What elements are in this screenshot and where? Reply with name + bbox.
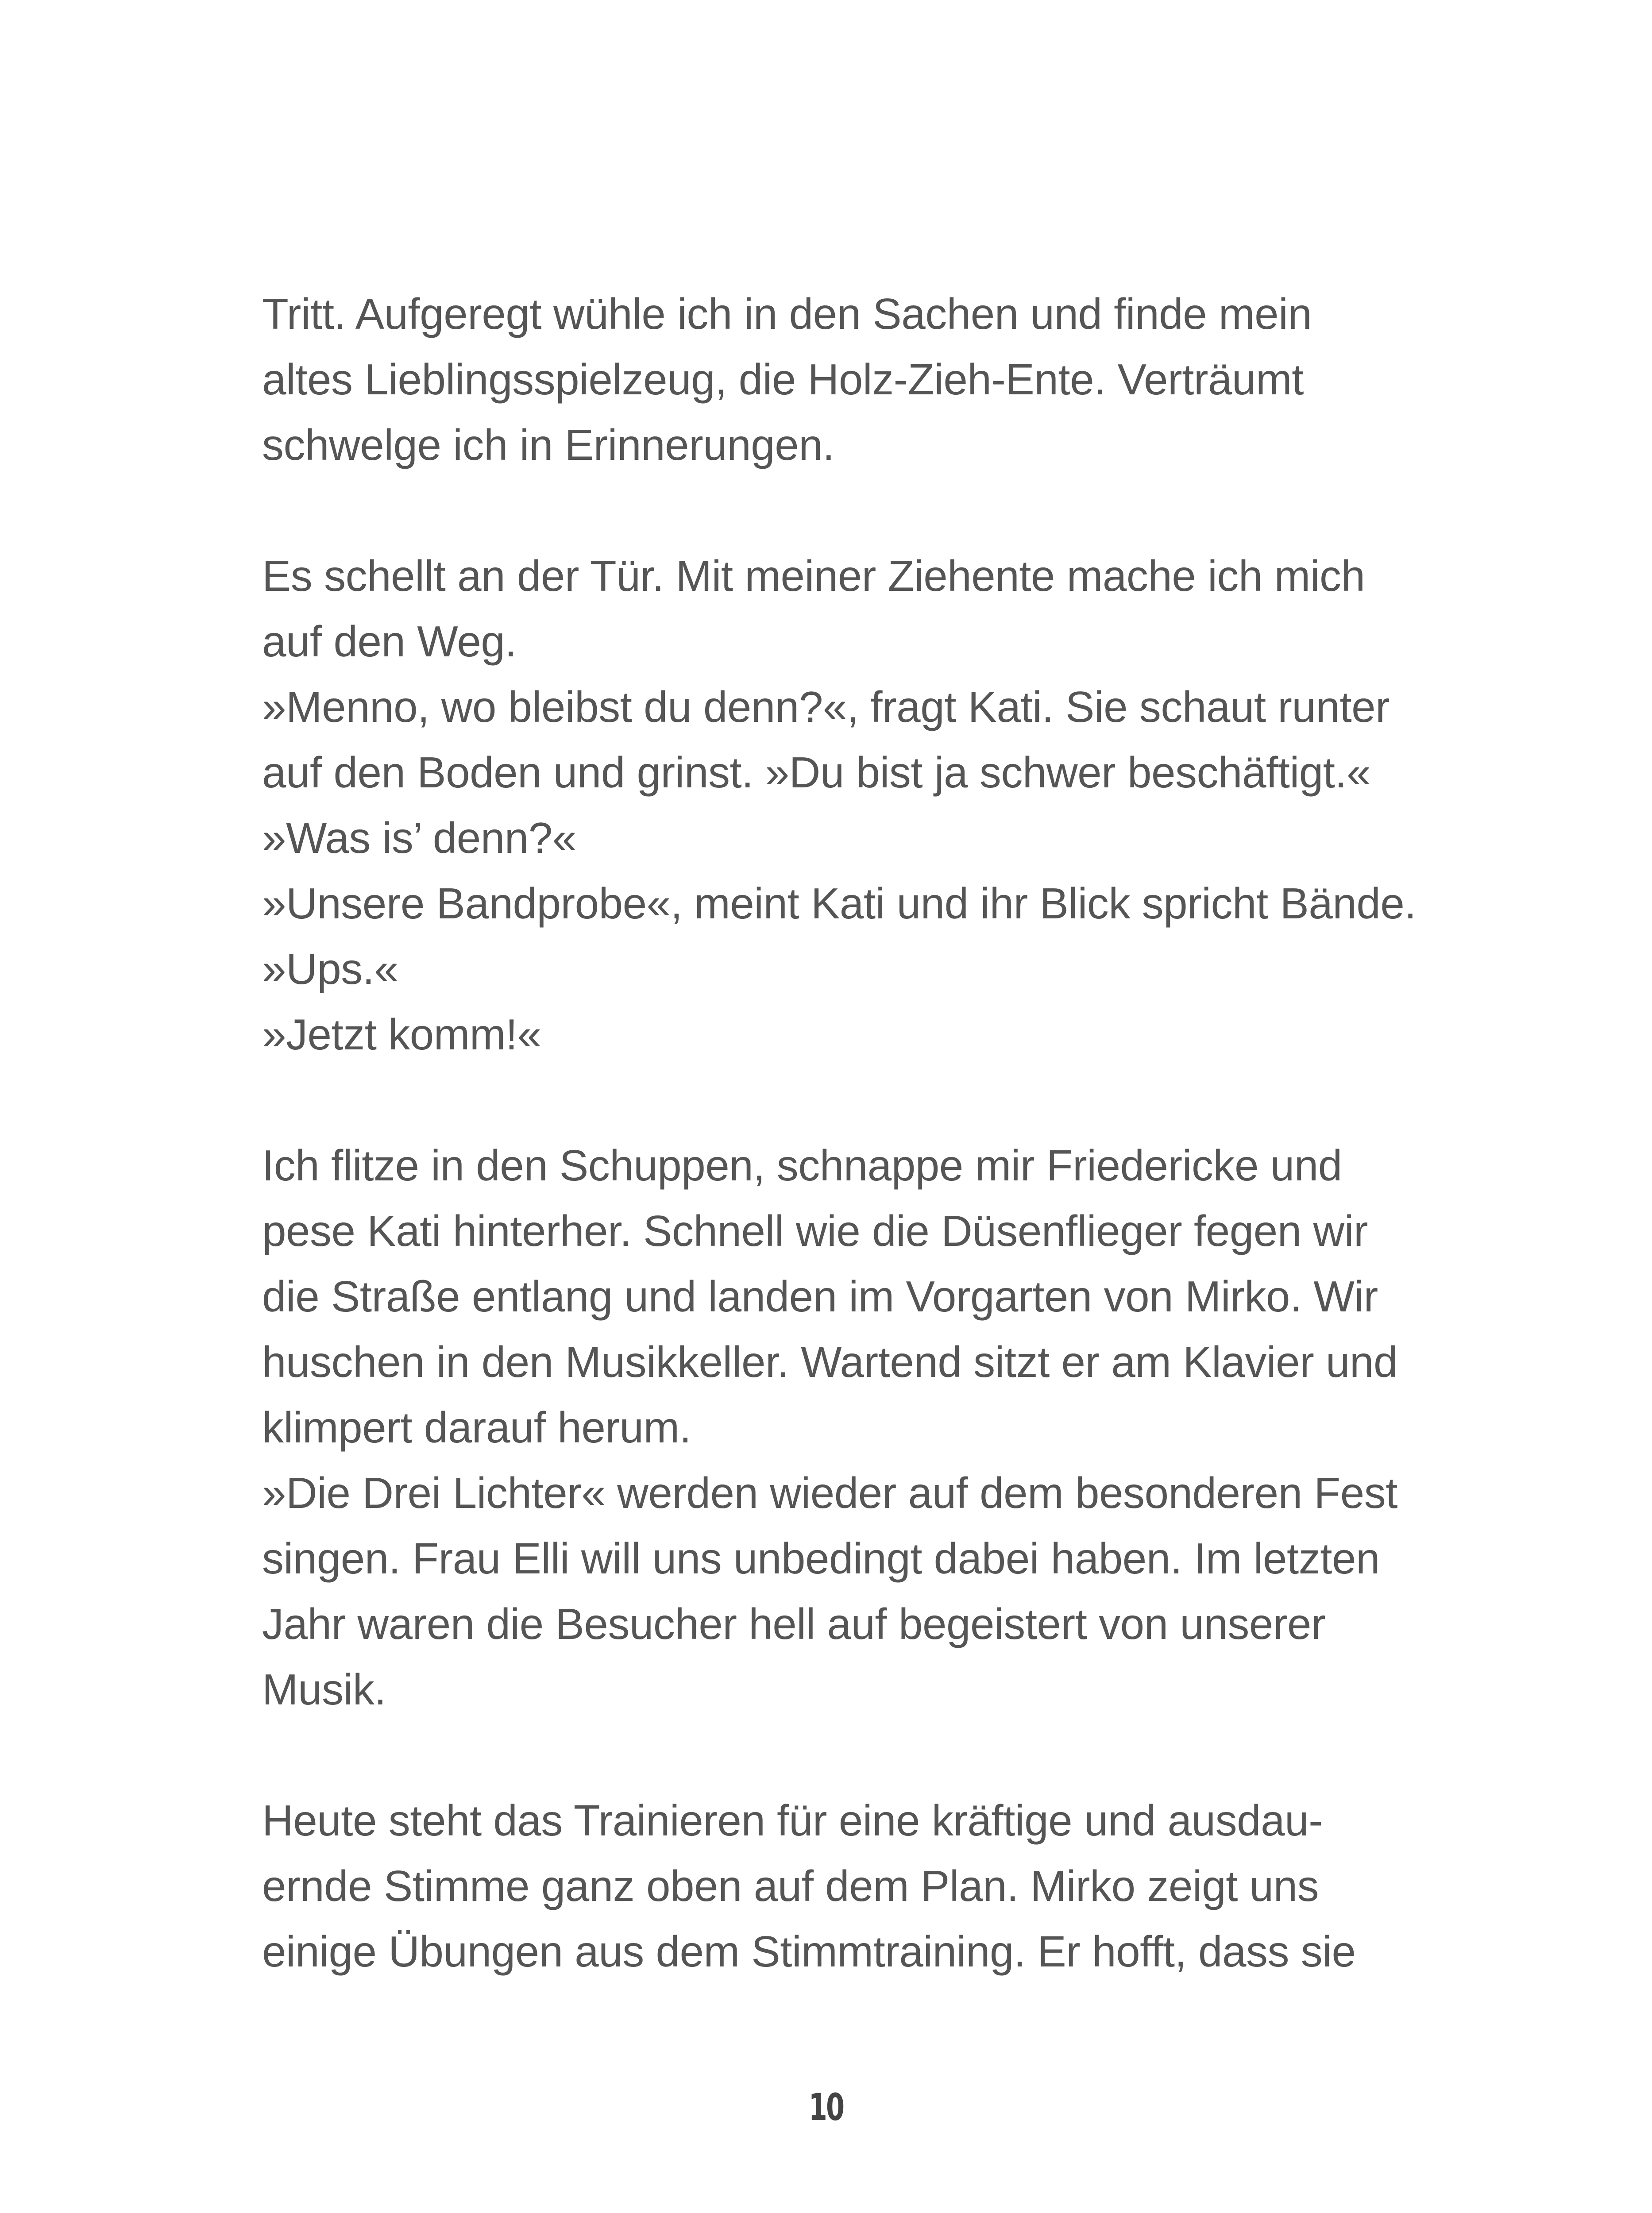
- text-line: »Die Drei Lichter« werden wieder auf dem besonderen Fest: [262, 1469, 1397, 1517]
- page-number: 10: [808, 2086, 844, 2129]
- text-line: auf den Weg.: [262, 617, 517, 666]
- text-line: »Ups.«: [262, 945, 398, 993]
- text-line: Tritt. Aufgeregt wühle ich in den Sachen und finde mein: [262, 289, 1312, 338]
- text-line: singen. Frau Elli will uns unbedingt dabei haben. Im letzten: [262, 1534, 1380, 1583]
- text-line: einige Übungen aus dem Stimmtraining. Er hofft, dass sie: [262, 1927, 1356, 1976]
- paragraph-gap: [262, 478, 1413, 543]
- text-line: ernde Stimme ganz oben auf dem Plan. Mirko zeigt uns: [262, 1862, 1319, 1910]
- paragraph-gap: [262, 1722, 1413, 1788]
- text-line: pese Kati hinterher. Schnell wie die Düsenflieger fegen wir: [262, 1207, 1368, 1255]
- text-line: »Unsere Bandprobe«, meint Kati und ihr Blick spricht Bände.: [262, 879, 1417, 928]
- text-line: Ich flitze in den Schuppen, schnappe mir Friedericke und: [262, 1141, 1342, 1190]
- text-line: Heute steht das Trainieren für eine kräftige und ausdau-: [262, 1796, 1323, 1845]
- text-line: auf den Boden und grinst. »Du bist ja schwer beschäftigt.«: [262, 748, 1371, 797]
- text-line: Musik.: [262, 1665, 386, 1714]
- text-line: Jahr waren die Besucher hell auf begeistert von unserer: [262, 1600, 1326, 1648]
- text-line: »Was is’ denn?«: [262, 813, 576, 862]
- text-line: »Jetzt komm!«: [262, 1010, 541, 1059]
- text-line: klimpert darauf herum.: [262, 1403, 691, 1452]
- text-line: Es schellt an der Tür. Mit meiner Ziehente mache ich mich: [262, 551, 1365, 600]
- text-line: schwelge ich in Erinnerungen.: [262, 420, 834, 469]
- text-line: »Menno, wo bleibst du denn?«, fragt Kati. Sie schaut runter: [262, 682, 1390, 731]
- text-line: altes Lieblingsspielzeug, die Holz-Zieh-Ente. Verträumt: [262, 355, 1304, 404]
- text-line: die Straße entlang und landen im Vorgarten von Mirko. Wir: [262, 1272, 1378, 1321]
- text-line: huschen in den Musikkeller. Wartend sitzt er am Klavier und: [262, 1338, 1398, 1386]
- body-text: [262, 281, 1417, 1984]
- paragraph-gap: [262, 1067, 1413, 1133]
